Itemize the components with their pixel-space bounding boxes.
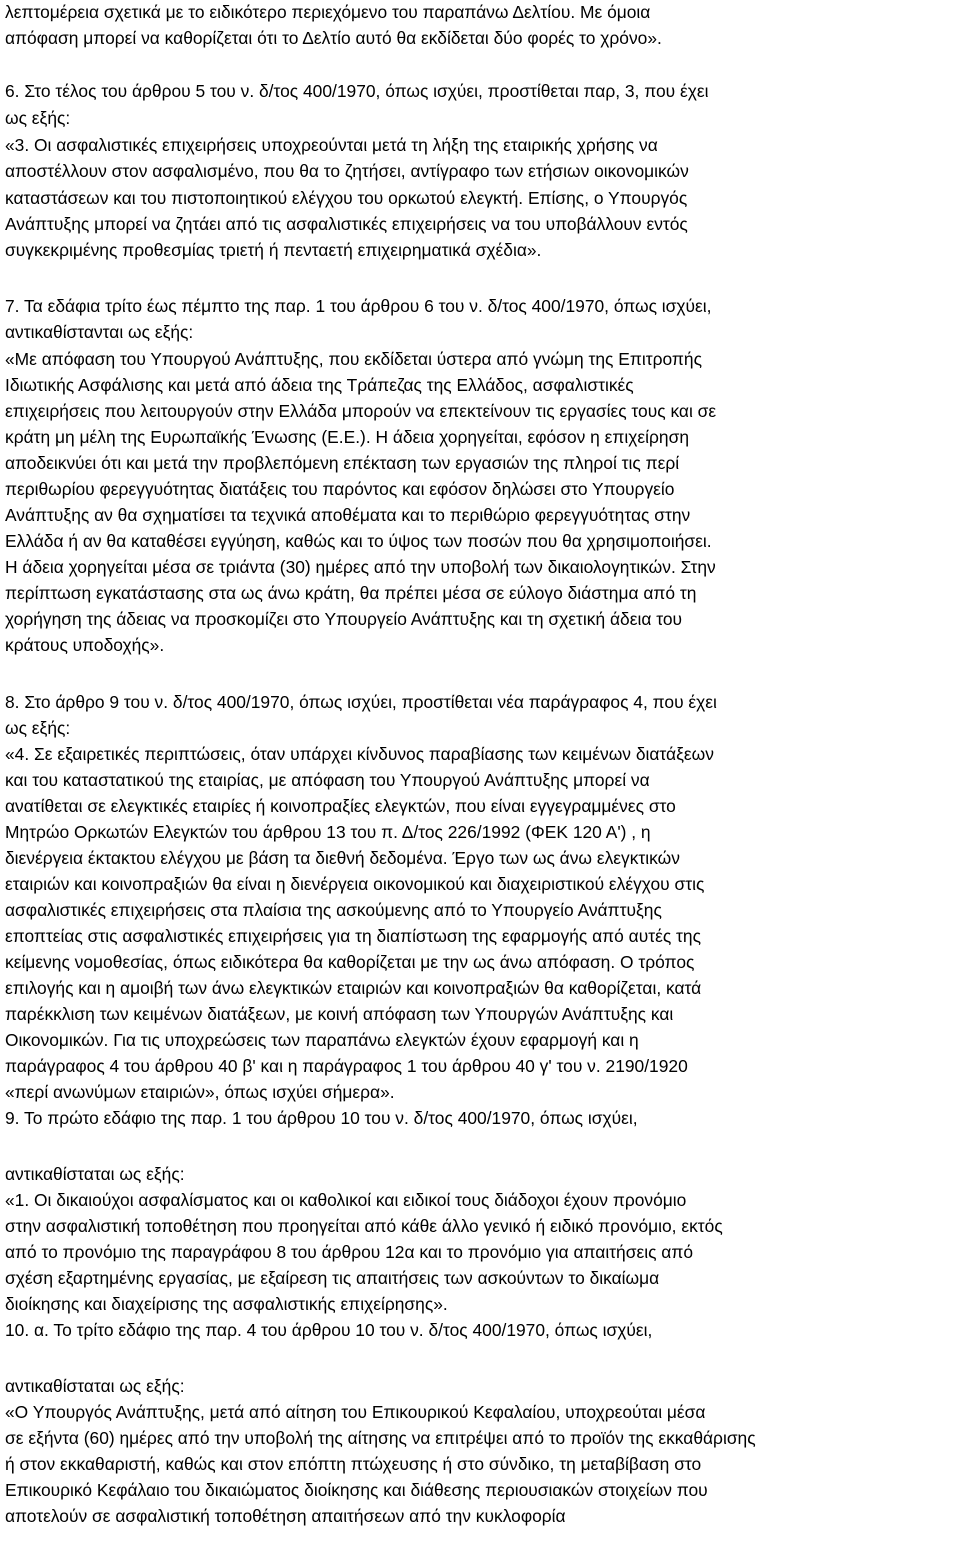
text-line: 9. Το πρώτο εδάφιο της παρ. 1 του άρθρου 10 του ν. δ/τος 400/1970, όπως ισχύει,: [5, 1108, 638, 1128]
text-line: Επικουρικό Κεφάλαιο του δικαιώματος διοίκησης και διάθεσης περιουσιακών στοιχείων που: [5, 1480, 708, 1500]
text-line: επιχειρήσεις που λειτουργούν στην Ελλάδα μπορούν να επεκτείνουν τις εργασίες τους και σε: [5, 401, 717, 421]
text-line: «3. Οι ασφαλιστικές επιχειρήσεις υποχρεούνται μετά τη λήξη της εταιρικής χρήσης να: [5, 135, 658, 155]
text-line: και του καταστατικού της εταιρίας, με απόφαση του Υπουργού Ανάπτυξης μπορεί να: [5, 770, 650, 790]
text-line: σε εξήντα (60) ημέρες από την υποβολή της αίτησης να επιτρέψει από το προϊόν της εκκαθάρισης: [5, 1428, 756, 1448]
text-line: αντικαθίστανται ως εξής:: [5, 322, 194, 342]
text-line: χορήγηση της άδειας να προσκομίζει στο Υπουργείο Ανάπτυξης και τη σχετική άδεια του: [5, 609, 683, 629]
text-line: λεπτομέρεια σχετικά με το ειδικότερο περιεχόμενο του παραπάνω Δελτίου. Με όμοια: [5, 2, 651, 22]
text-line: ασφαλιστικές επιχειρήσεις στα πλαίσια της ασκούμενης από το Υπουργείο Ανάπτυξης: [5, 900, 662, 920]
text-line: «4. Σε εξαιρετικές περιπτώσεις, όταν υπάρχει κίνδυνος παραβίασης των κειμένων διατάξεων: [5, 744, 714, 764]
text-line: εταιριών και κοινοπραξιών θα είναι η διενέργεια οικονομικού και διαχειριστικού ελέγχου στις: [5, 874, 705, 894]
text-line: κράτους υποδοχής».: [5, 635, 165, 655]
text-line: παράγραφος 4 του άρθρου 40 β' και η παράγραφος 1 του άρθρου 40 γ' του ν. 2190/1920: [5, 1056, 688, 1076]
text-line: «1. Οι δικαιούχοι ασφαλίσματος και οι καθολικοί και ειδικοί τους διάδοχοι έχουν προνόμιο: [5, 1190, 687, 1210]
text-line: ως εξής:: [5, 108, 71, 128]
text-line: «περί ανωνύμων εταιριών», όπως ισχύει σήμερα».: [5, 1082, 395, 1102]
text-line: Ανάπτυξης αν θα σχηματίσει τα τεχνικά αποθέματα και το περιθώριο φερεγγυότητας στην: [5, 505, 691, 525]
text-line: εποπτείας στις ασφαλιστικές επιχειρήσεις για τη διαπίστωση της εφαρμογής από αυτές της: [5, 926, 701, 946]
text-line: σχέση εξαρτημένης εργασίας, με εξαίρεση τις απαιτήσεις των ασκούντων το δικαίωμα: [5, 1268, 660, 1288]
text-line: «Με απόφαση του Υπουργού Ανάπτυξης, που εκδίδεται ύστερα από γνώμη της Επιτροπής: [5, 349, 702, 369]
text-line: Ανάπτυξης μπορεί να ζητάει από τις ασφαλιστικές επιχειρήσεις να του υποβάλλουν εντός: [5, 214, 688, 234]
text-line: «Ο Υπουργός Ανάπτυξης, μετά από αίτηση του Επικουρικού Κεφαλαίου, υποχρεούται μέσα: [5, 1402, 706, 1422]
text-line: συγκεκριμένης προθεσμίας τριετή ή πενταετή επιχειρηματικά σχέδια».: [5, 240, 542, 260]
text-line: στην ασφαλιστική τοποθέτηση που προηγείται από κάθε άλλο γενικό ή ειδικό προνόμιο, εκτός: [5, 1216, 723, 1236]
text-line: περιθωρίου φερεγγυότητας διατάξεις του παρόντος και εφόσον δηλώσει στο Υπουργείο: [5, 479, 675, 499]
text-line: Η άδεια χορηγείται μέσα σε τριάντα (30) ημέρες από την υποβολή των δικαιολογητικών. Στην: [5, 557, 716, 577]
text-line: Μητρώο Ορκωτών Ελεγκτών του άρθρου 13 του π. Δ/τος 226/1992 (ΦΕΚ 120 Α') , η: [5, 822, 651, 842]
text-line: Οικονομικών. Για τις υποχρεώσεις των παραπάνω ελεγκτών έχουν εφαρμογή και η: [5, 1030, 639, 1050]
text-line: Ιδιωτικής Ασφάλισης και μετά από άδεια της Τράπεζας της Ελλάδος, ασφαλιστικές: [5, 375, 634, 395]
text-line: κράτη μη μέλη της Ευρωπαϊκής Ένωσης (Ε.Ε.). Η άδεια χορηγείται, εφόσον η επιχείρηση: [5, 427, 689, 447]
text-line: Ελλάδα ή αν θα καταθέσει εγγύηση, καθώς και το ύψος των ποσών που θα χρησιμοποιήσει.: [5, 531, 712, 551]
text-line: διενέργεια έκτακτου ελέγχου με βάση τα διεθνή δεδομένα. Έργο των ως άνω ελεγκτικών: [5, 848, 680, 868]
text-line: 7. Τα εδάφια τρίτο έως πέμπτο της παρ. 1 του άρθρου 6 του ν. δ/τος 400/1970, όπως ισχύει,: [5, 296, 712, 316]
text-line: ως εξής:: [5, 718, 71, 738]
text-line: διοίκησης και διαχείρισης της ασφαλιστικής επιχείρησης».: [5, 1294, 448, 1314]
text-line: ανατίθεται σε ελεγκτικές εταιρίες ή κοινοπραξίες ελεγκτών, που είναι εγγεγραμμένες στο: [5, 796, 676, 816]
text-line: κείμενης νομοθεσίας, όπως ειδικότερα θα καθορίζεται με την ως άνω απόφαση. Ο τρόπος: [5, 952, 695, 972]
text-line: απόφαση μπορεί να καθορίζεται ότι το Δελτίο αυτό θα εκδίδεται δύο φορές το χρόνο».: [5, 28, 662, 48]
text-line: αποδεικνύει ότι και μετά την προβλεπόμενη επέκταση των εργασιών της πληροί τις περί: [5, 453, 680, 473]
text-line: αποστέλλουν στον ασφαλισμένο, που θα το ζητήσει, αντίγραφο των ετήσιων οικονομικών: [5, 161, 689, 181]
text-line: καταστάσεων και του πιστοποιητικού ελέγχου του ορκωτού ελεγκτή. Επίσης, ο Υπουργός: [5, 188, 688, 208]
text-line: παρέκκλιση των κειμένων διατάξεων, με κοινή απόφαση των Υπουργών Ανάπτυξης και: [5, 1004, 674, 1024]
text-line: αντικαθίσταται ως εξής:: [5, 1376, 185, 1396]
text-line: επιλογής και η αμοιβή των άνω ελεγκτικών εταιριών και κοινοπραξιών θα καθορίζεται, κατά: [5, 978, 702, 998]
text-line: αντικαθίσταται ως εξής:: [5, 1164, 185, 1184]
text-line: 10. α. Το τρίτο εδάφιο της παρ. 4 του άρθρου 10 του ν. δ/τος 400/1970, όπως ισχύει,: [5, 1320, 653, 1340]
text-line: ή στον εκκαθαριστή, καθώς και στον επόπτη πτώχευσης ή στο σύνδικο, τη μεταβίβαση στο: [5, 1454, 702, 1474]
text-line: 8. Στο άρθρο 9 του ν. δ/τος 400/1970, όπως ισχύει, προστίθεται νέα παράγραφος 4, που έχει: [5, 692, 717, 712]
text-line: 6. Στο τέλος του άρθρου 5 του ν. δ/τος 400/1970, όπως ισχύει, προστίθεται παρ, 3, που έχει: [5, 81, 709, 101]
text-line: αποτελούν σε ασφαλιστική τοποθέτηση απαιτήσεων από την κυκλοφορία: [5, 1506, 566, 1526]
text-line: περίπτωση εγκατάστασης στα ως άνω κράτη, θα πρέπει μέσα σε εύλογο διάστημα από τη: [5, 583, 697, 603]
text-line: από το προνόμιο της παραγράφου 8 του άρθρου 12α και το προνόμιο για απαιτήσεις από: [5, 1242, 694, 1262]
